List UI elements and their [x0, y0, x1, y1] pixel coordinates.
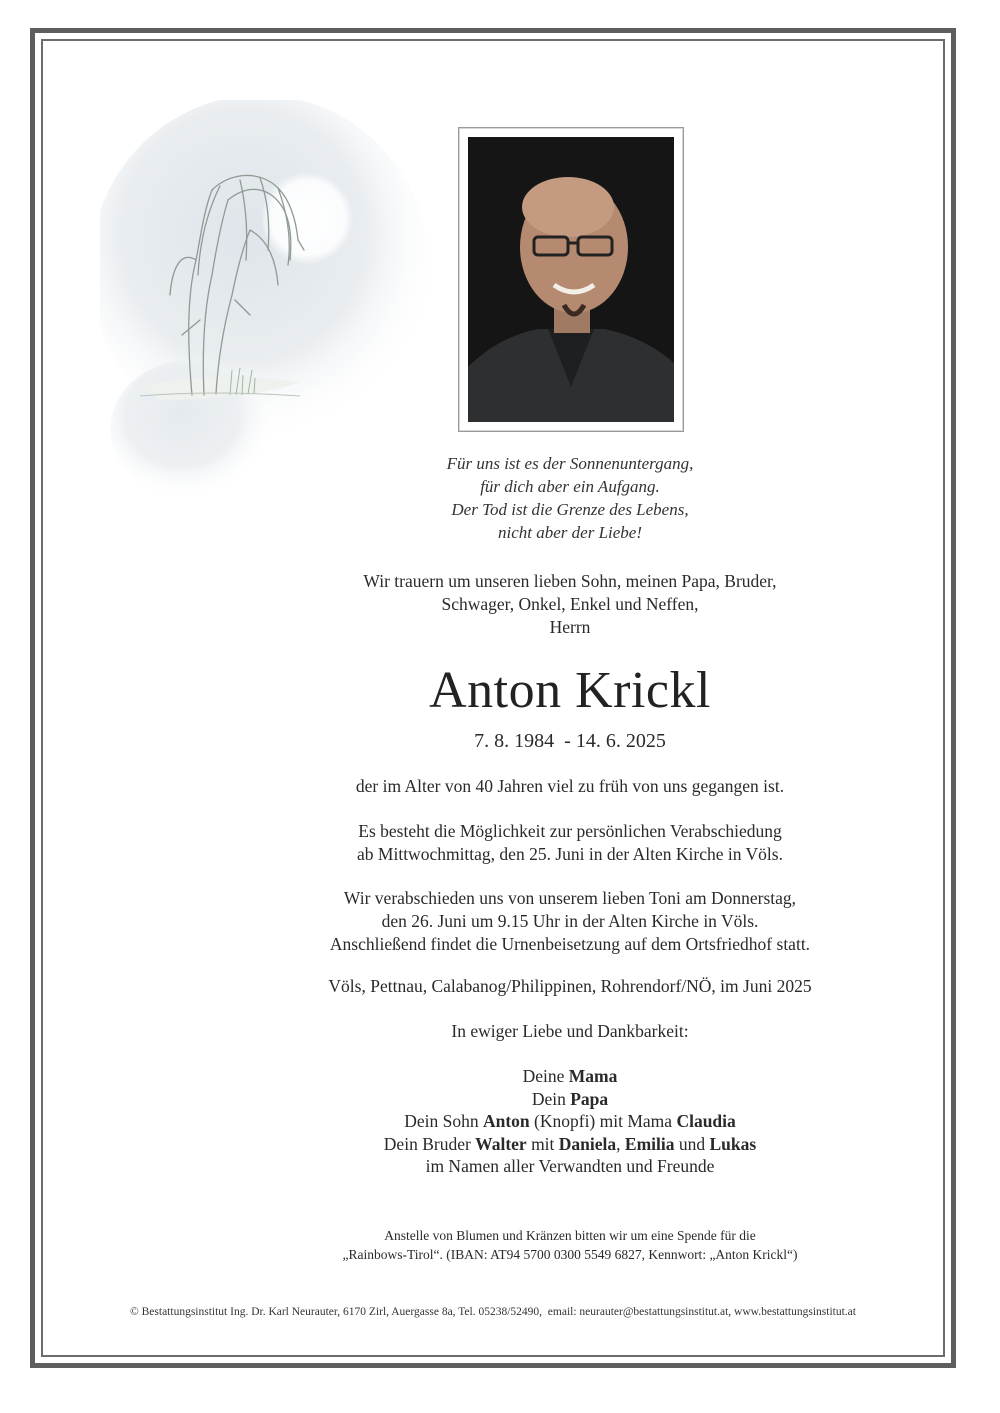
ceremony-line: Wir verabschieden uns von unserem lieben Toni am Donnerstag,	[343, 888, 797, 908]
donation-note	[250, 1226, 890, 1264]
family-brother: Dein Bruder Walter mit Daniela, Emilia und Lukas	[383, 1133, 757, 1154]
family-son: Dein Sohn Anton (Knopfi) mit Mama Claudia	[404, 1111, 736, 1131]
intro-line: Wir trauern um unseren lieben Sohn, meinen Papa, Bruder,	[363, 571, 777, 591]
donation-line: „Rainbows-Tirol“. (IBAN: AT94 5700 0300 5549 6827, Kennwort: „Anton Krickl“)	[342, 1247, 798, 1262]
memorial-quote	[250, 452, 890, 544]
family-mama: Deine Mama	[522, 1066, 618, 1086]
family-papa: Dein Papa	[531, 1088, 609, 1109]
viewing-line: Es besteht die Möglichkeit zur persönlichen Verabschiedung	[358, 821, 782, 841]
mourning-intro	[250, 570, 890, 639]
portrait-image	[468, 137, 674, 422]
quote-line: Für uns ist es der Sonnenuntergang,	[446, 454, 694, 473]
viewing-line: ab Mittwochmittag, den 25. Juni in der Alten Kirche in Völs.	[357, 844, 783, 864]
intro-line: Herrn	[549, 617, 591, 637]
family-others: im Namen aller Verwandten und Freunde	[425, 1156, 715, 1176]
ceremony-line: den 26. Juni um 9.15 Uhr in der Alten Kirche in Völs.	[381, 911, 759, 931]
donation-line: Anstelle von Blumen und Kränzen bitten wir um eine Spende für die	[384, 1228, 756, 1243]
viewing-info	[250, 820, 890, 866]
life-dates: 7. 8. 1984 - 14. 6. 2025	[474, 730, 666, 752]
place-date: Völs, Pettnau, Calabanog/Philippinen, Rohrendorf/NÖ, im Juni 2025	[328, 976, 812, 996]
deceased-name: Anton Krickl	[429, 662, 711, 719]
quote-line: Der Tod ist die Grenze des Lebens,	[451, 500, 689, 519]
ceremony-info	[250, 887, 890, 956]
age-line: der im Alter von 40 Jahren viel zu früh von uns gegangen ist.	[355, 776, 785, 796]
portrait-photo	[458, 127, 684, 432]
quote-line: für dich aber ein Aufgang.	[480, 477, 660, 496]
family-list	[250, 1065, 890, 1178]
intro-line: Schwager, Onkel, Enkel und Neffen,	[441, 594, 699, 614]
funeral-home-footer: © Bestattungsinstitut Ing. Dr. Karl Neurauter, 6170 Zirl, Auergasse 8a, Tel. 05238/52490, email: neurauter@bestattungsinstitut.at, www.bestattungsinstitut.at	[130, 1306, 856, 1318]
quote-line: nicht aber der Liebe!	[498, 523, 642, 542]
tree-moon-illustration	[100, 100, 440, 510]
ceremony-line: Anschließend findet die Urnenbeisetzung auf dem Ortsfriedhof statt.	[329, 934, 811, 954]
closing-line: In ewiger Liebe und Dankbarkeit:	[451, 1021, 689, 1041]
